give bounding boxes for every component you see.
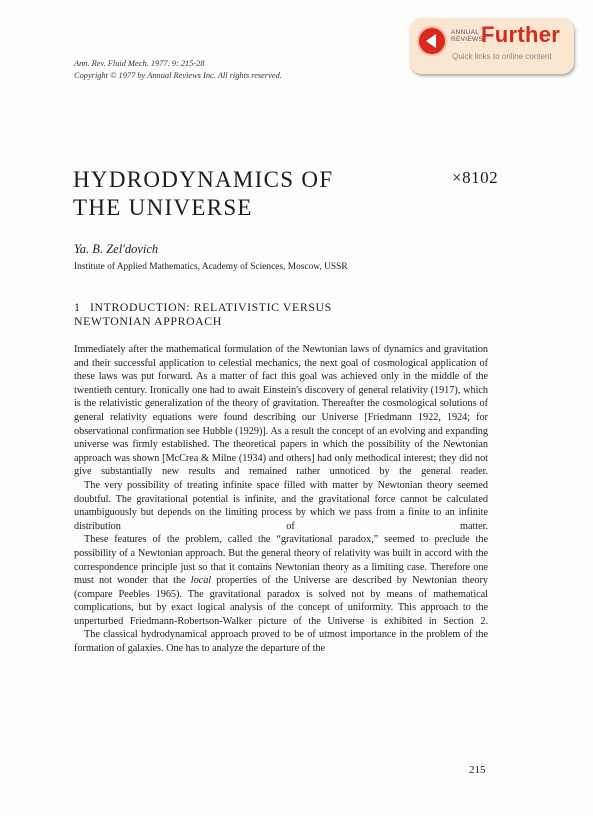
body-paragraph: The very possibility of treating infinite space filled with matter by Newtonian theory seemed doubtful. The gravitational potential is infinite, and the gravitational force cannot be calculated unambiguously but depends on the limiting process by which we pass from a finite to an infinite distribution of matter.: [74, 479, 488, 532]
author-name: Ya. B. Zel'dovich: [74, 242, 159, 256]
body-paragraph: Immediately after the mathematical formulation of the Newtonian laws of dynamics and gravitation and their successful application to celestial mechanics, the next goal of cosmological application of these laws was put forward. As a matter of fact this goal was achieved only in the middle of the twentieth century. Ironically one had to await Einstein's discovery of general relativity (1917), which is the relativistic generalization of the theory of gravitation. Thereafter the cosmological solutions of general relativity equations were found describing our Universe [Friedmann 1922, 1924; for observational confirmation see Hubble (1929)]. As a result the concept of an evolving and expanding universe was firmly established. The theoretical papers in which the possibility of the Newtonian approach was shown [McCrea & Milne (1934) and others] had only methodical interest; they did not give substantially new results and remained rather unnoticed by the general reader.: [74, 344, 488, 478]
article-title: [73, 166, 333, 222]
journal-citation: [74, 58, 282, 82]
further-tagline: Quick links to online content: [452, 52, 552, 61]
article-title-line: HYDRODYNAMICS OF: [73, 167, 334, 192]
article-body: [74, 343, 488, 656]
body-text: properties of the Universe are described by Newtonian theory (compare Peebles 1965). The gravitational paradox is solved not by means of mathematical complications, but by exact logical analysis of the concept of uniformity. This approach to the unperturbed Friedmann-Robertson-Walker picture of the Universe is exhibited in Section 2.: [74, 575, 489, 627]
annual-reviews-logo: [451, 29, 483, 43]
article-code: ×8102: [452, 168, 499, 187]
section-heading: [74, 301, 332, 328]
logo-annual-text: ANNUAL: [451, 29, 480, 36]
journal-citation-line: Ann. Rev. Fluid Mech. 1977. 9: 215-28: [74, 59, 205, 68]
page-number: 215: [469, 764, 486, 776]
logo-reviews-text: REVIEWS: [451, 36, 484, 43]
copyright-line: Copyright © 1977 by Annual Reviews Inc. All rights reserved.: [74, 71, 282, 80]
back-arrow-icon: [419, 28, 445, 54]
author-affiliation: Institute of Applied Mathematics, Academy of Sciences, Moscow, USSR: [74, 262, 348, 272]
body-paragraph: [74, 533, 488, 628]
annual-reviews-further-banner[interactable]: [410, 18, 574, 74]
emphasis-text: local: [190, 575, 212, 587]
body-paragraph: The classical hydrodynamical approach proved to be of utmost importance in the problem of the formation of galaxies. One has to analyze the departure of the: [74, 629, 488, 655]
body-text: These features of the problem, called the “gravitational paradox,” seemed to preclude the possibility of a Newtonian approach. But the general theory of relativity was built in accord with the correspondence principle just so that it contains Newtonian theory as a limiting case. Therefore one must not wonder that the: [74, 534, 488, 587]
article-title-line: THE UNIVERSE: [73, 195, 253, 220]
further-label: Further: [481, 22, 561, 47]
section-title-line: INTRODUCTION: RELATIVISTIC VERSUS: [90, 300, 332, 314]
section-number: 1: [74, 300, 81, 314]
section-title-line: NEWTONIAN APPROACH: [74, 313, 222, 328]
